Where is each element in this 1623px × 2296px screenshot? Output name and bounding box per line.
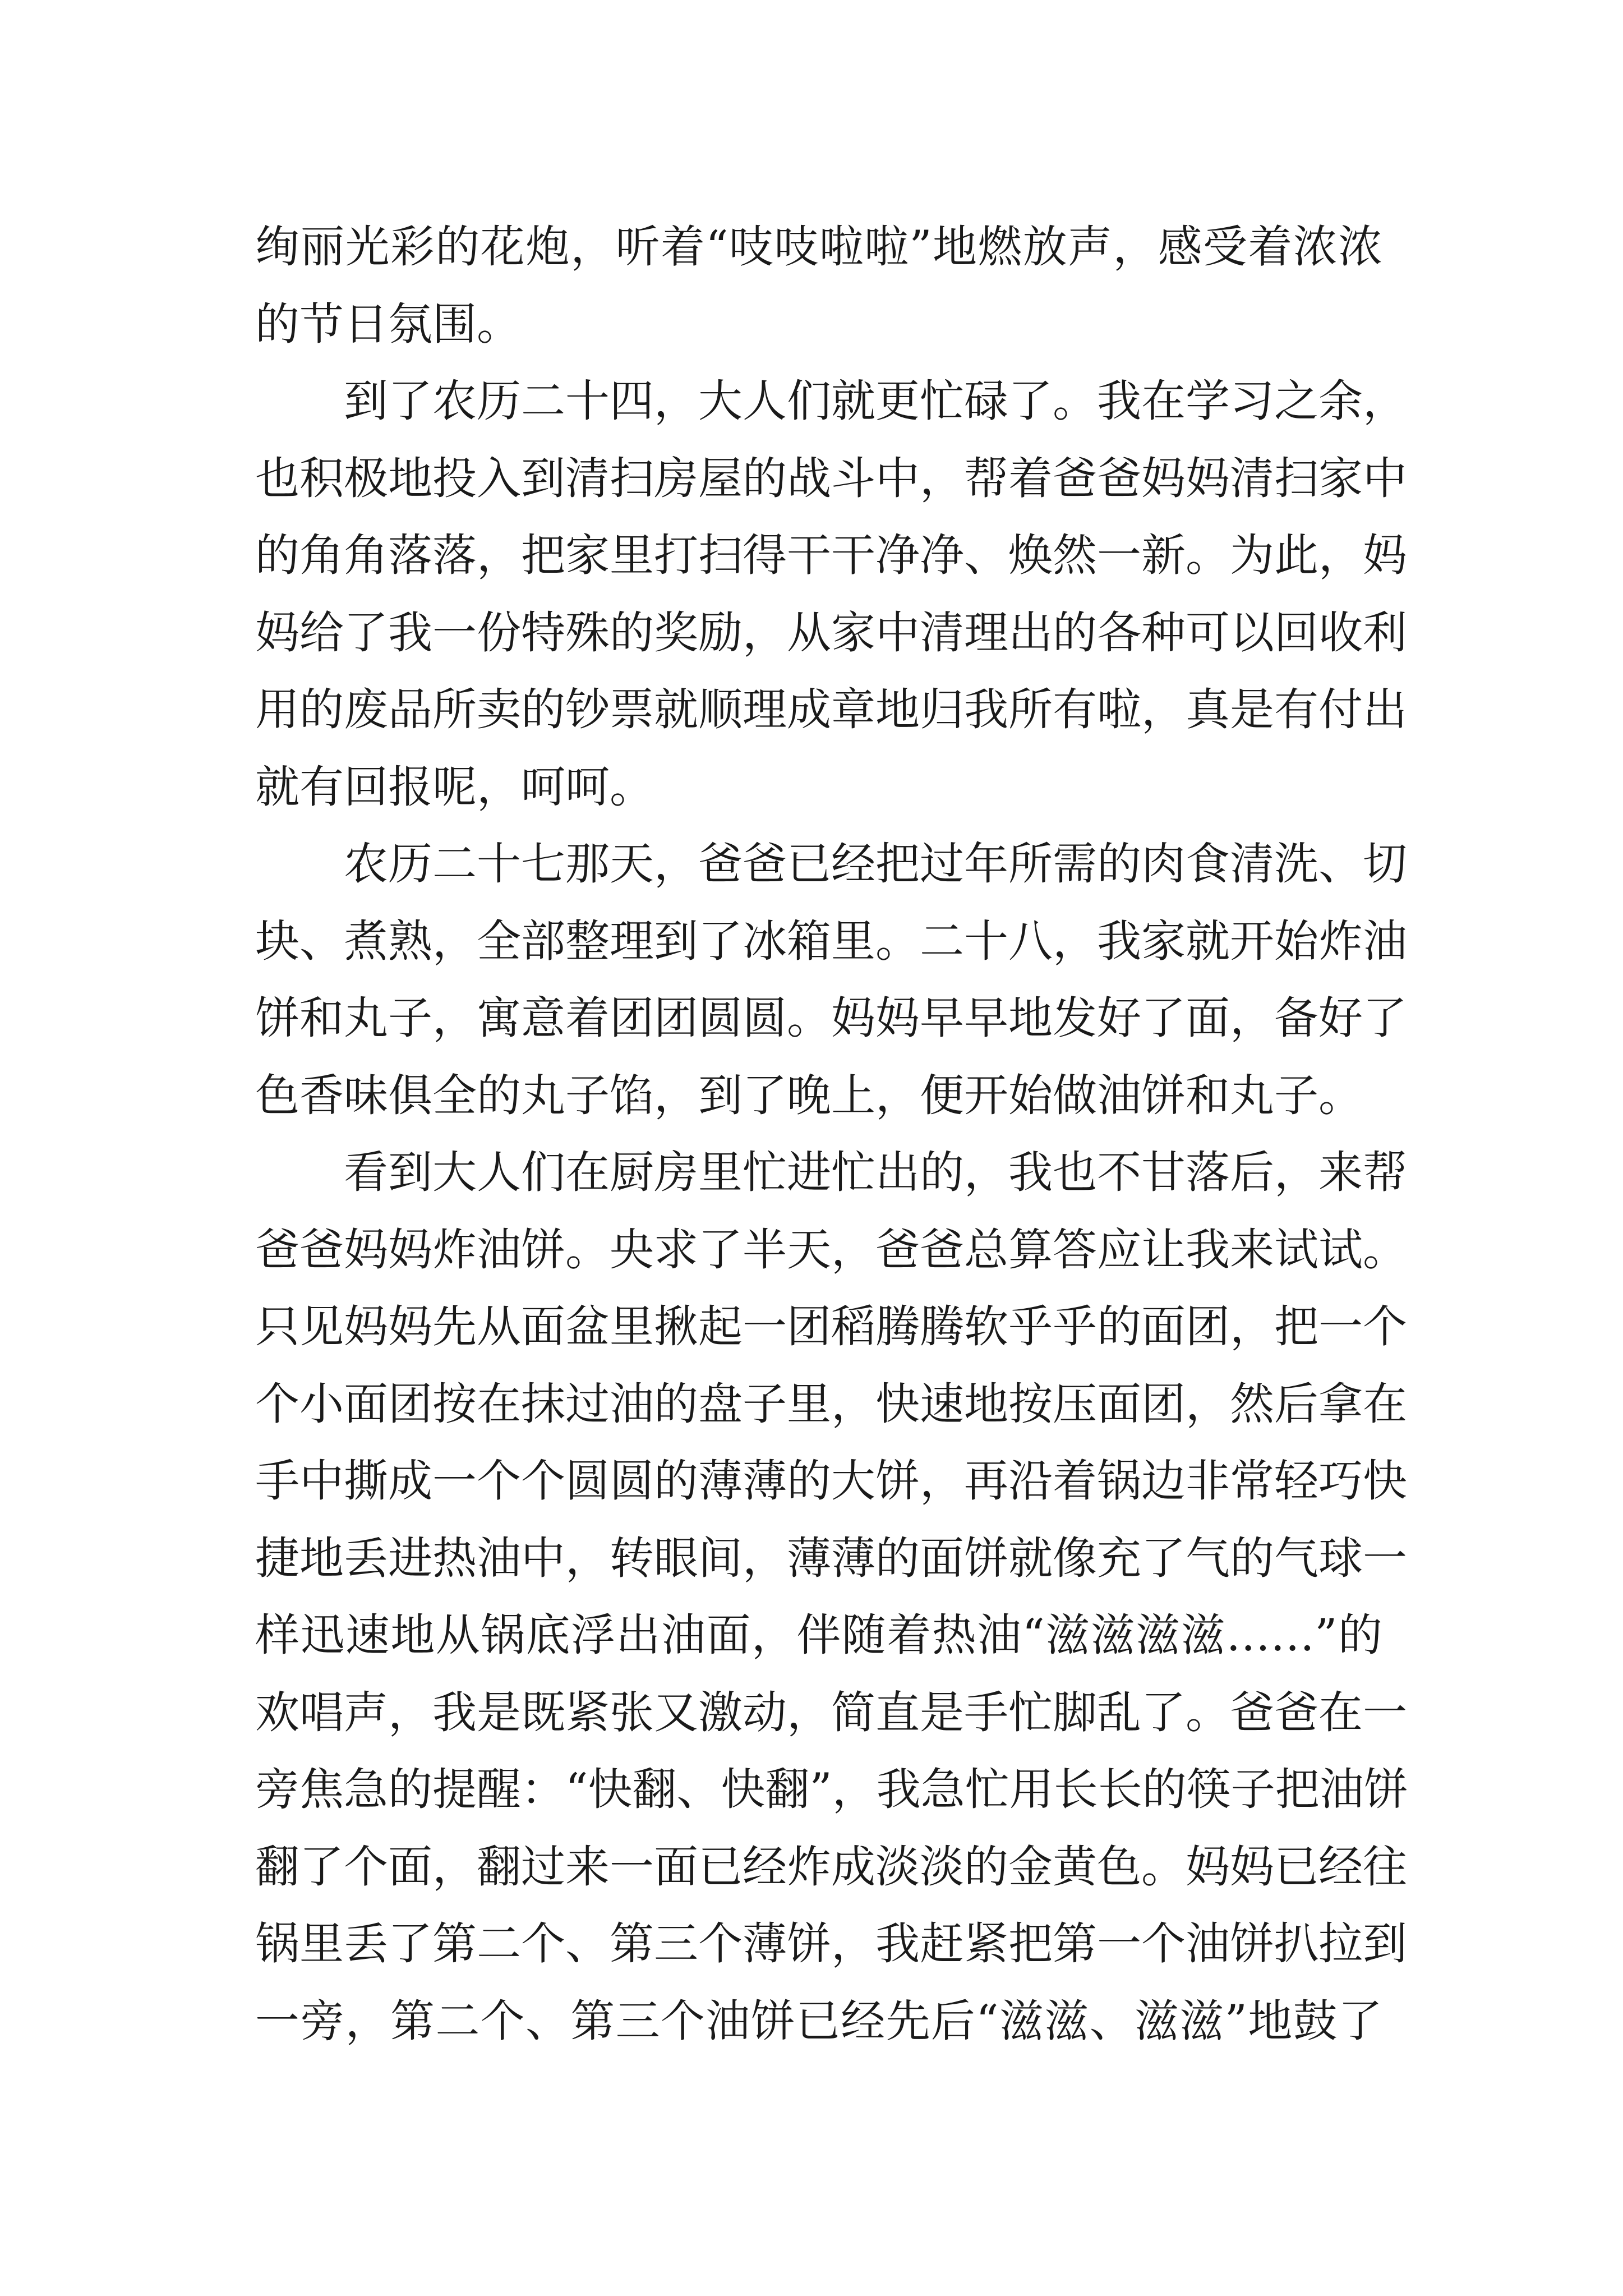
text-line: 饼和丸子，寓意着团团圆圆。妈妈早早地发好了面，备好了 — [255, 992, 1407, 1044]
text-line: 色香味俱全的丸子馅，到了晚上，便开始做油饼和丸子。 — [255, 1069, 1363, 1121]
paragraph-first-line: 农历二十七那天，爸爸已经把过年所需的肉食清洗、切 — [344, 838, 1407, 890]
text-line: 个小面团按在抹过油的盘子里，快速地按压面团，然后拿在 — [255, 1378, 1407, 1430]
text-line: 捷地丢进热油中，转眼间，薄薄的面饼就像充了气的气球一 — [255, 1532, 1407, 1584]
text-line: 欢唱声，我是既紧张又激动，简直是手忙脚乱了。爸爸在一 — [255, 1686, 1407, 1738]
document-body-text — [255, 209, 1408, 2060]
text-line: 用的废品所卖的钞票就顺理成章地归我所有啦，真是有付出 — [255, 684, 1407, 735]
text-line: 的节日氛围。 — [255, 298, 521, 350]
text-line: 块、煮熟，全部整理到了冰箱里。二十八，我家就开始炸油 — [255, 915, 1407, 967]
text-line: 手中撕成一个个圆圆的薄薄的大饼，再沿着锅边非常轻巧快 — [255, 1455, 1407, 1507]
paragraph-first-line: 到了农历二十四，大人们就更忙碌了。我在学习之余， — [344, 375, 1407, 427]
text-line: 翻了个面，翻过来一面已经炸成淡淡的金黄色。妈妈已经往 — [255, 1841, 1407, 1893]
text-line: 绚丽光彩的花炮，听着“吱吱啦啦”地燃放声，感受着浓浓 — [255, 221, 1382, 273]
text-line: 旁焦急的提醒：“快翻、快翻”，我急忙用长长的筷子把油饼 — [255, 1764, 1408, 1815]
text-line: 爸爸妈妈炸油饼。央求了半天，爸爸总算答应让我来试试。 — [255, 1223, 1407, 1276]
text-line: 妈给了我一份特殊的奖励，从家中清理出的各种可以回收利 — [255, 606, 1407, 659]
text-line: 的角角落落，把家里打扫得干干净净、焕然一新。为此，妈 — [255, 530, 1407, 581]
paragraph-first-line: 看到大人们在厨房里忙进忙出的，我也不甘落后，来帮 — [344, 1147, 1407, 1198]
text-line: 一旁，第二个、第三个油饼已经先后“滋滋、滋滋”地鼓了 — [255, 1995, 1382, 2047]
text-line: 锅里丢了第二个、第三个薄饼，我赶紧把第一个油饼扒拉到 — [255, 1918, 1407, 1970]
text-line: 样迅速地从锅底浮出油面，伴随着热油“滋滋滋滋……”的 — [255, 1609, 1382, 1661]
text-line: 也积极地投入到清扫房屋的战斗中，帮着爸爸妈妈清扫家中 — [255, 452, 1407, 504]
text-line: 只见妈妈先从面盆里揪起一团稻腾腾软乎乎的面团，把一个 — [255, 1301, 1407, 1352]
text-line: 就有回报呢，呵呵。 — [255, 761, 654, 813]
